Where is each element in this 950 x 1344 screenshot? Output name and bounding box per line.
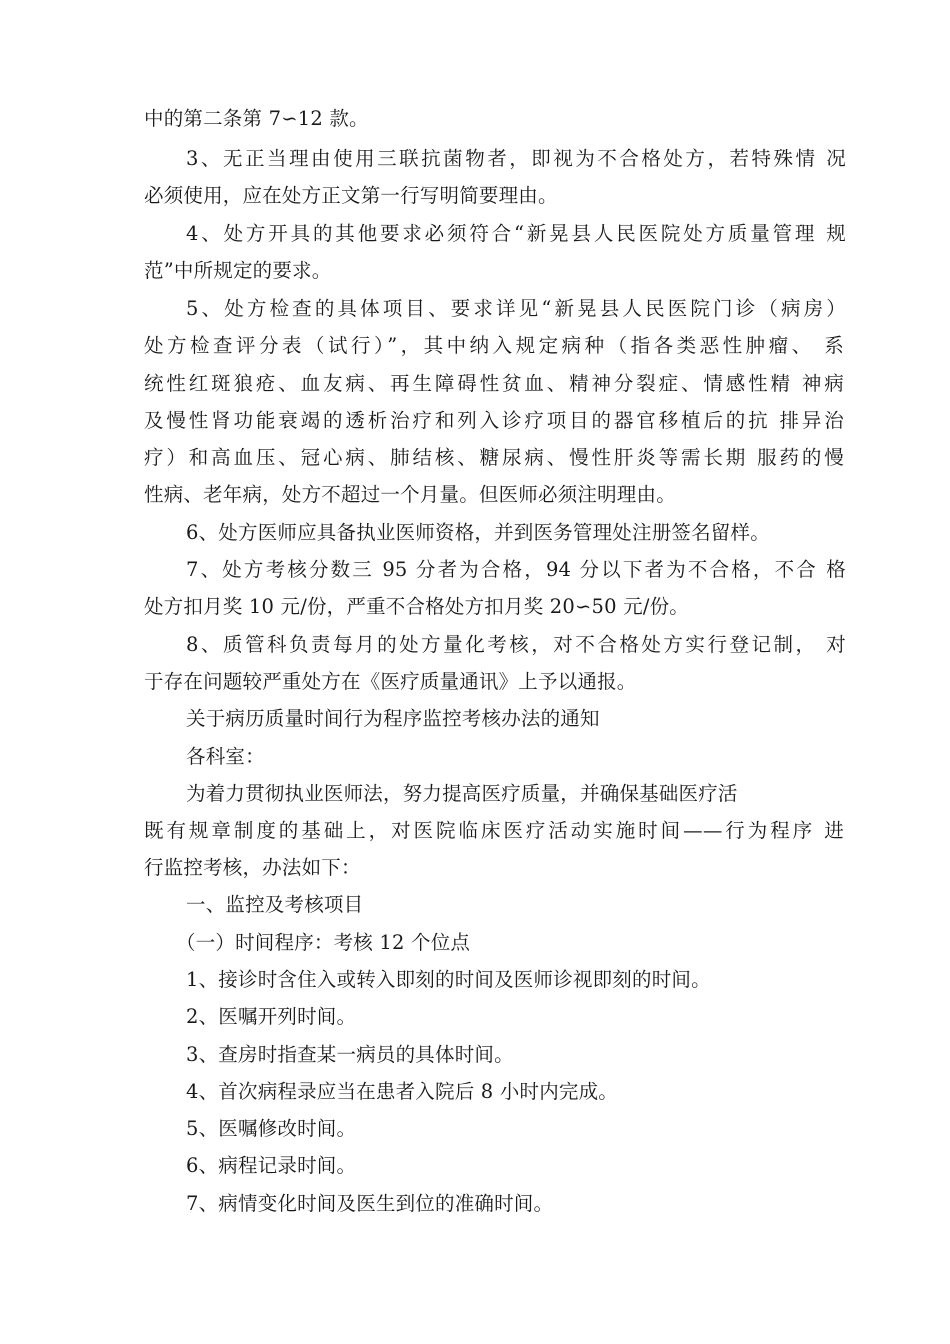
text-line: 8、质管科负责每月的处方量化考核，对不合格处方实行登记制， 对 bbox=[186, 633, 846, 656]
text-line: 于存在问题较严重处方在《医疗质量通讯》上予以通报。 bbox=[144, 670, 637, 693]
text-line: 及慢性肾功能衰竭的透析治疗和列入诊疗项目的器官移植后的抗 排异治 bbox=[144, 409, 844, 432]
list-item: 2、医嘱开列时间。 bbox=[186, 1005, 357, 1028]
text-line: 处方检查评分表（试行）”，其中纳入规定病种（指各类恶性肿瘤、 系 bbox=[144, 334, 844, 357]
list-item: 5、医嘱修改时间。 bbox=[186, 1117, 357, 1140]
text-line: 范”中所规定的要求。 bbox=[144, 259, 332, 282]
text-line: 6、处方医师应具备执业医师资格，并到医务管理处注册签名留样。 bbox=[186, 521, 770, 544]
text-line: 5、处方检查的具体项目、要求详见“新晃县人民医院门诊（病房） bbox=[186, 297, 846, 320]
list-item: 7、病情变化时间及医生到位的准确时间。 bbox=[186, 1192, 554, 1215]
text-line: 既有规章制度的基础上，对医院临床医疗活动实施时间——行为程序 进 bbox=[144, 819, 844, 842]
list-item: 3、查房时指查某一病员的具体时间。 bbox=[186, 1043, 514, 1066]
text-line: 处方扣月奖 10 元/份，严重不合格处方扣月奖 20∽50 元/份。 bbox=[144, 595, 690, 618]
text-line: 必须使用，应在处方正文第一行写明简要理由。 bbox=[144, 184, 558, 207]
text-line: 行监控考核，办法如下： bbox=[144, 856, 361, 879]
text-line: 4、处方开具的其他要求必须符合“新晃县人民医院处方质量管理 规 bbox=[186, 222, 846, 245]
text-line: 3、无正当理由使用三联抗菌物者，即视为不合格处方，若特殊情 况 bbox=[186, 147, 846, 170]
section-heading: 一、监控及考核项目 bbox=[186, 893, 364, 916]
notice-title: 关于病历质量时间行为程序监控考核办法的通知 bbox=[186, 707, 600, 730]
salutation: 各科室： bbox=[186, 745, 265, 768]
text-line: 疗）和高血压、冠心病、肺结核、糖尿病、慢性肝炎等需长期 服药的慢 bbox=[144, 446, 844, 469]
text-line: 性病、老年病，处方不超过一个月量。但医师必须注明理由。 bbox=[144, 483, 676, 506]
text-line: 为着力贯彻执业医师法，努力提高医疗质量，并确保基础医疗活 bbox=[186, 782, 738, 805]
text-line: 7、处方考核分数三 95 分者为合格，94 分以下者为不合格，不合 格 bbox=[186, 558, 846, 581]
list-item: 1、接诊时含住入或转入即刻的时间及医师诊视即刻的时间。 bbox=[186, 968, 711, 991]
subsection-heading: （一）时间程序：考核 12 个位点 bbox=[176, 931, 471, 954]
text-line: 统性红斑狼疮、血友病、再生障碍性贫血、精神分裂症、情感性精 神病 bbox=[144, 372, 844, 395]
text-line: 中的第二条第 7∽12 款。 bbox=[144, 107, 369, 130]
list-item: 6、病程记录时间。 bbox=[186, 1154, 357, 1177]
list-item: 4、首次病程录应当在患者入院后 8 小时内完成。 bbox=[186, 1080, 619, 1103]
